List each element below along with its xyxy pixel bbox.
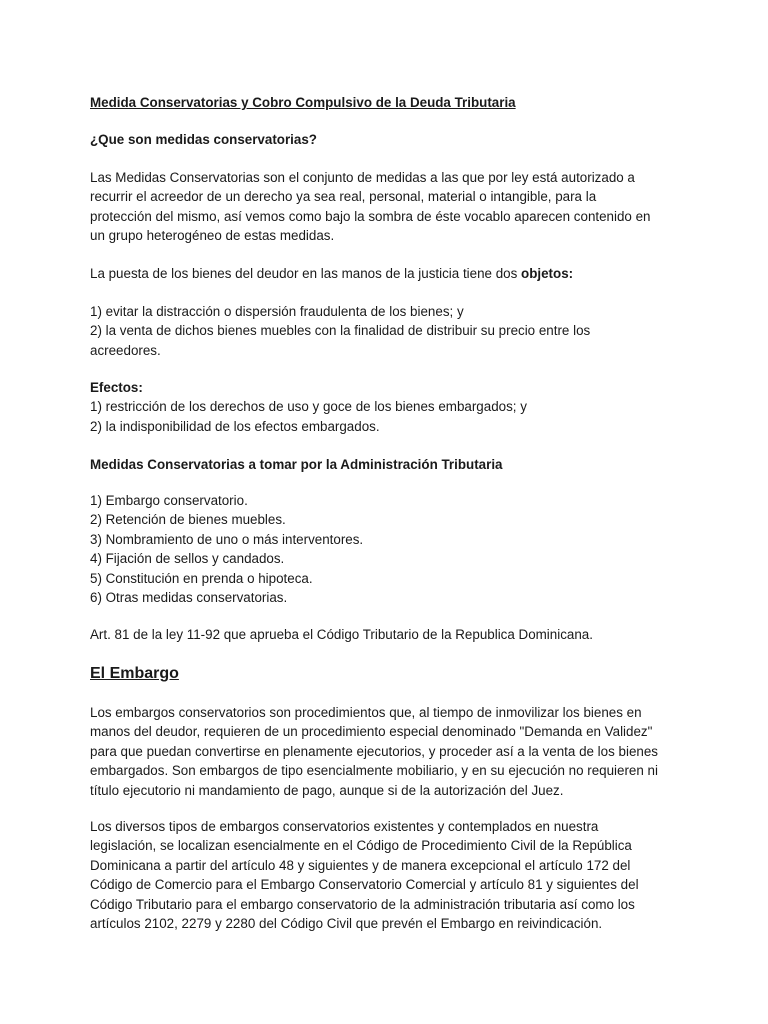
text-line: Código de Comercio para el Embargo Conservatorio Comercial y artículo 81 y siguientes del [90,877,639,893]
list-item: acreedores. [90,342,161,358]
text-line: protección del mismo, así vemos como bajo la sombra de éste vocablo aparecen contenido en [90,208,651,224]
embargo-paragraph-2 [90,817,690,933]
list-item: 2) la venta de dichos bienes muebles con la finalidad de distribuir su precio entre los [90,323,591,339]
list-item: 1) restricción de los derechos de uso y goce de los bienes embargados; y [90,399,527,415]
list-item: 2) Retención de bienes muebles. [90,512,286,528]
text-line: legislación, se localizan esencialmente en el Código de Procedimiento Civil de la República [90,838,632,854]
measures-heading: Medidas Conservatorias a tomar por la Administración Tributaria [90,457,503,472]
text-line: Las Medidas Conservatorias son el conjunto de medidas a las que por ley está autorizado a [90,170,635,185]
list-item: 6) Otras medidas conservatorias. [90,590,288,606]
text-line: Código Tributario para el embargo conservatorio de la administración tributaria así como los [90,896,635,912]
list-item: 1) evitar la distracción o dispersión fraudulenta de los bienes; y [90,304,464,319]
objects-word: objetos: [521,266,574,281]
text-line: embargados. Son embargos de tipo esencialmente mobiliario, y en su ejecución no requieren ni [90,763,658,779]
document-title: Medida Conservatorias y Cobro Compulsivo de la Deuda Tributaria [90,95,516,110]
list-item: 2) la indisponibilidad de los efectos embargados. [90,418,380,434]
article-reference: Art. 81 de la ley 11-92 que aprueba el Código Tributario de la Republica Dominicana. [90,627,593,642]
list-item: 5) Constitución en prenda o hipoteca. [90,570,313,586]
objects-list [90,302,690,360]
measures-list [90,491,690,607]
text-line: un grupo heterogéneo de estas medidas. [90,228,335,244]
text-line: artículos 2102, 2279 y 2280 del Código Civil que prevén el Embargo en reivindicación. [90,916,603,932]
objects-intro [90,264,690,283]
text-line: recurrir el acreedor de un derecho ya sea real, personal, material o intangible, para la [90,189,597,205]
list-item: 4) Fijación de sellos y candados. [90,551,285,567]
effects-section [90,378,690,436]
text-line: para que puedan convertirse en plenamente ejecutorios, y proceder así a la venta de los bienes [90,743,658,759]
list-item: 1) Embargo conservatorio. [90,493,248,508]
text-line: Los embargos conservatorios son procedimientos que, al tiempo de inmovilizar los bienes en [90,705,642,720]
objects-intro-text: La puesta de los bienes del deudor en las manos de la justicia tiene dos [90,266,522,281]
embargo-heading: El Embargo [90,665,179,682]
text-line: Los diversos tipos de embargos conservatorios existentes y contemplados en nuestra [90,819,599,834]
question-heading: ¿Que son medidas conservatorias? [90,132,317,147]
embargo-paragraph-1 [90,703,690,800]
definition-paragraph [90,168,690,246]
text-line: título ejecutorio ni mandamiento de pago, aunque si de la autorización del Juez. [90,782,564,798]
effects-heading: Efectos: [90,380,143,395]
text-line: manos del deudor, requieren de un procedimiento especial denominado "Demanda en Validez" [90,724,653,740]
list-item: 3) Nombramiento de uno o más interventores. [90,531,364,547]
text-line: Dominicana a partir del artículo 48 y siguientes y de manera excepcional el artículo 172 del [90,857,631,873]
